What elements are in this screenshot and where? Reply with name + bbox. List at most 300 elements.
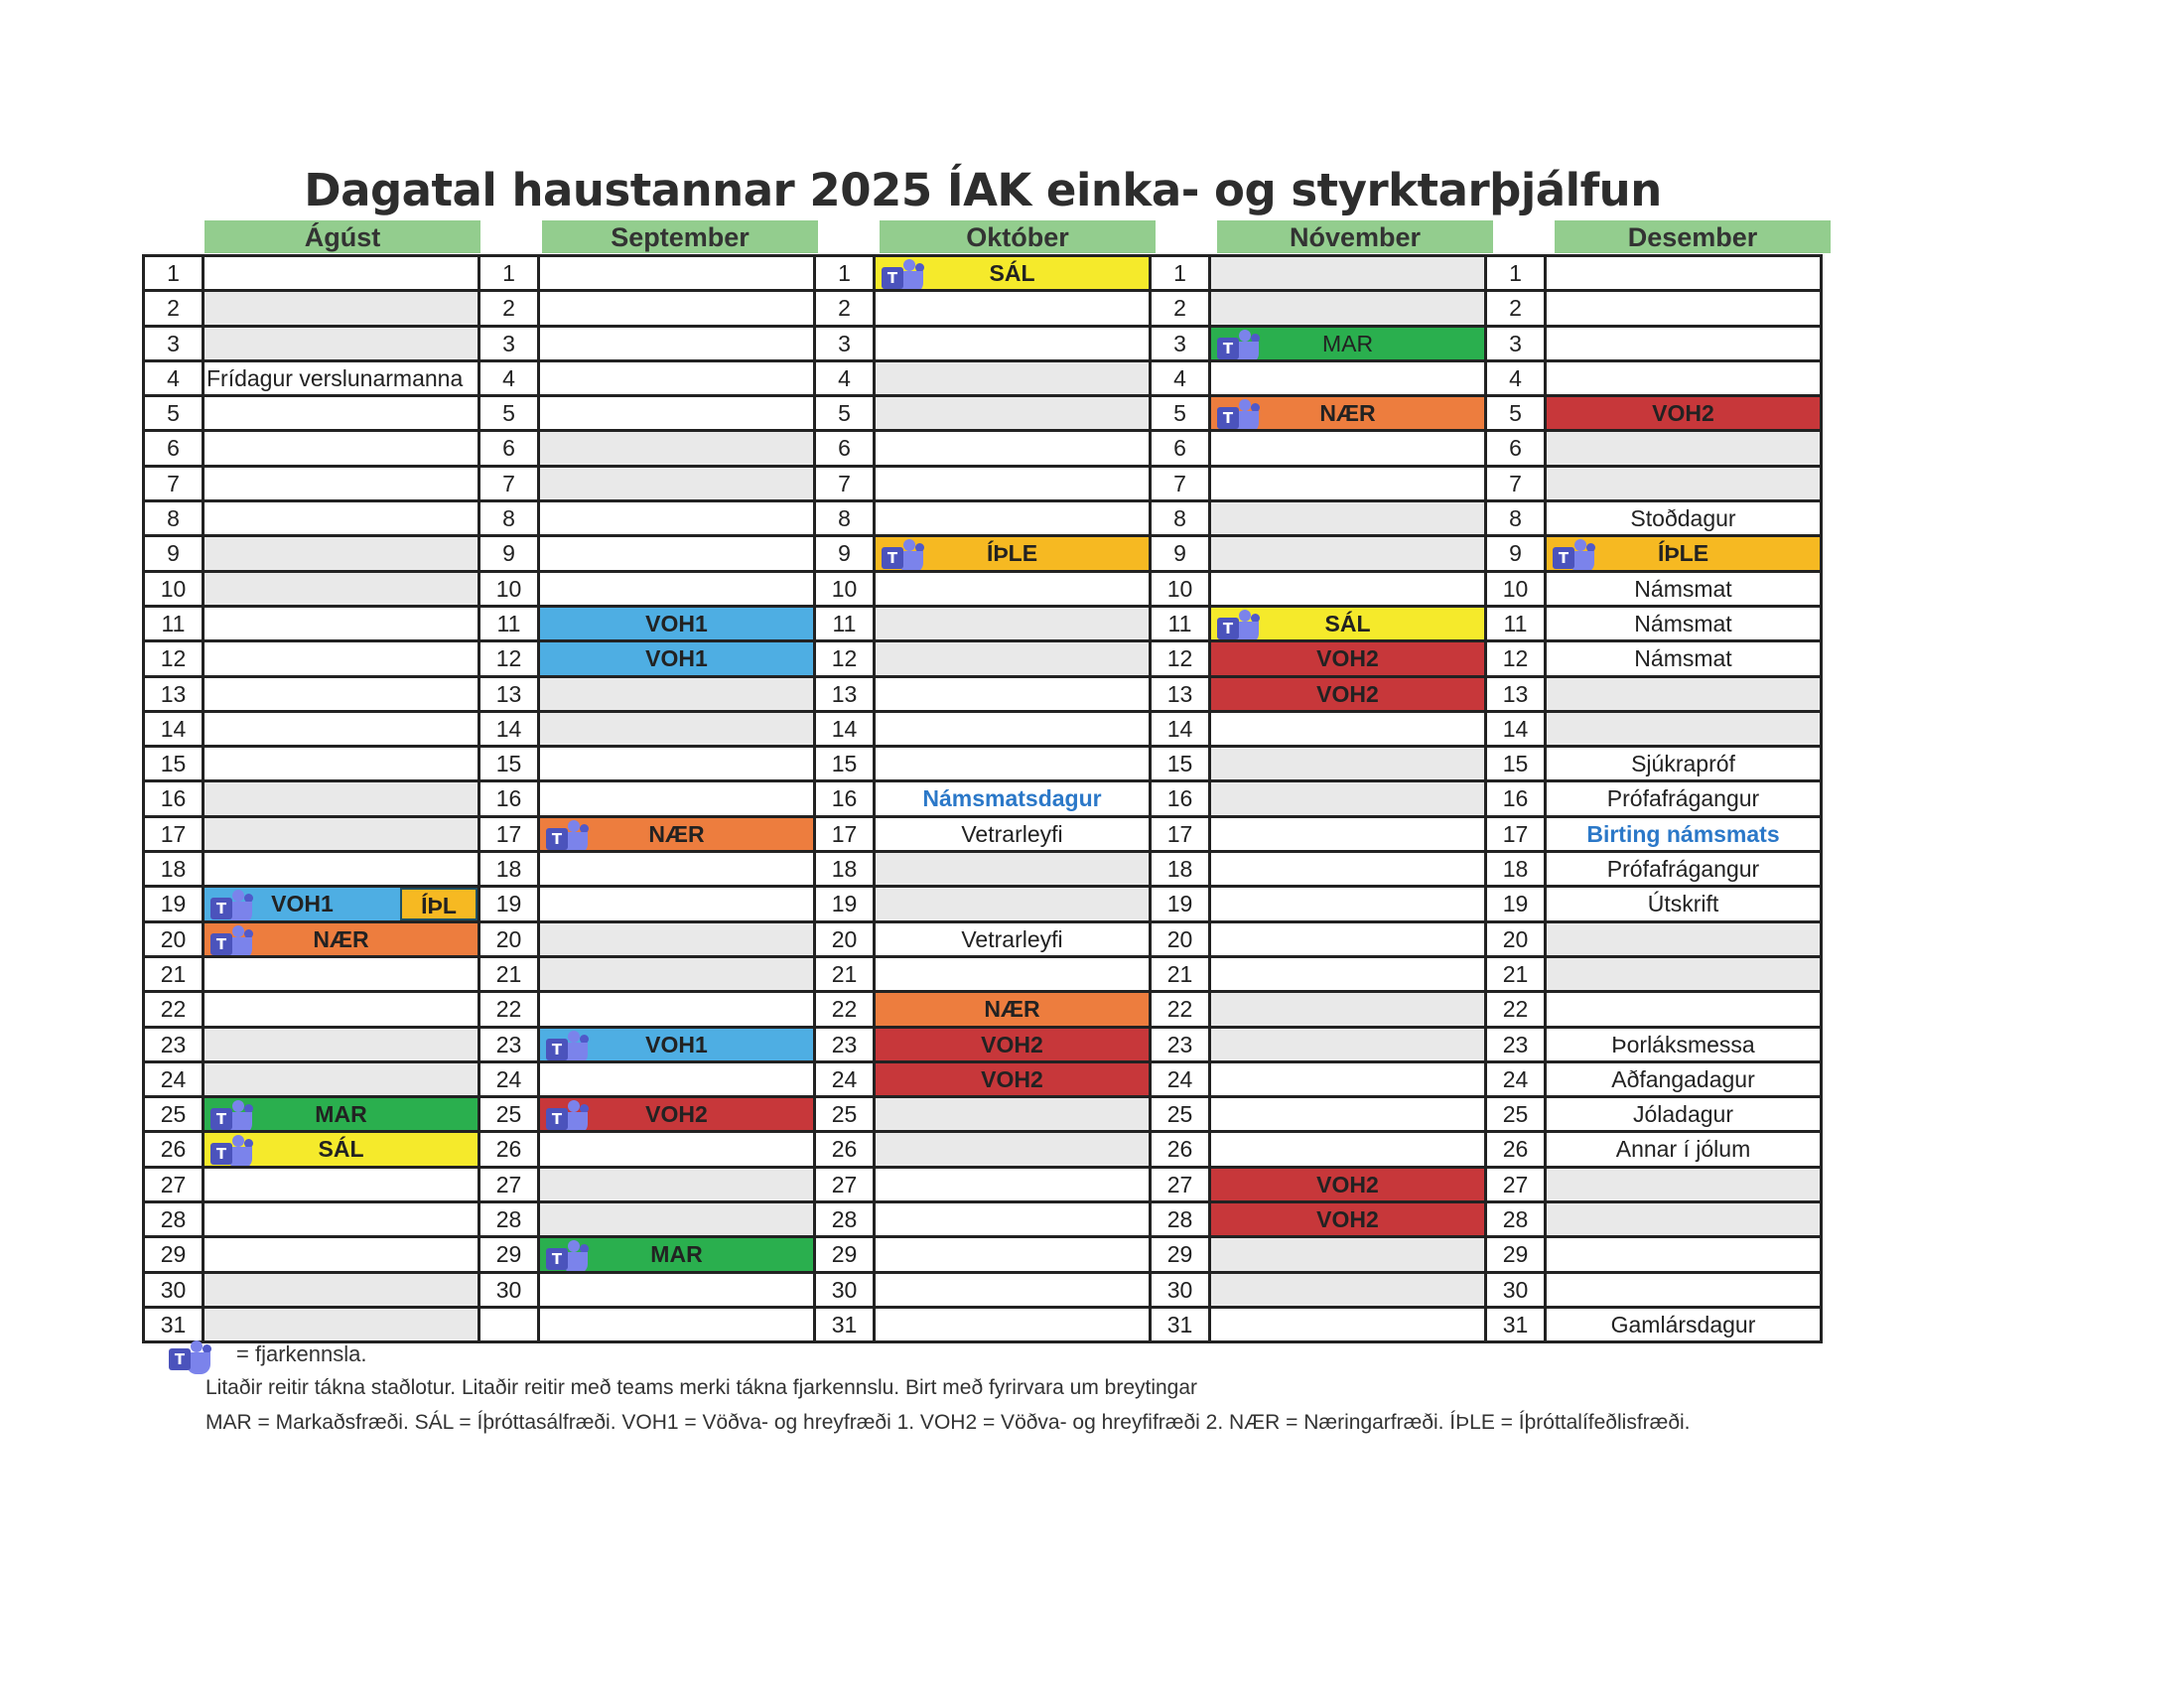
day-event <box>1211 713 1487 748</box>
day-event <box>1547 1309 1823 1343</box>
day-event <box>876 1309 1152 1343</box>
day-number: 28 <box>816 1203 876 1238</box>
teams-icon: T <box>1217 610 1261 642</box>
teams-icon: T <box>210 1135 254 1168</box>
calendar-grid <box>142 254 1823 1343</box>
day-number: 14 <box>1152 713 1211 748</box>
day-number: 11 <box>145 608 205 642</box>
day-event <box>540 573 816 608</box>
day-number: 4 <box>1487 362 1547 397</box>
day-event <box>1547 1029 1823 1063</box>
day-event <box>205 292 480 327</box>
day-event <box>876 432 1152 467</box>
day-event <box>1211 573 1487 608</box>
event-label-text: SÁL <box>1324 610 1371 636</box>
day-number: 15 <box>1487 748 1547 782</box>
day-event <box>540 1098 816 1133</box>
day-number: 23 <box>816 1029 876 1063</box>
day-event <box>540 1274 816 1309</box>
day-event <box>1211 1203 1487 1238</box>
day-event <box>205 678 480 713</box>
day-number: 30 <box>1487 1274 1547 1309</box>
day-number: 1 <box>145 257 205 292</box>
day-event <box>876 782 1152 817</box>
day-event <box>540 397 816 432</box>
event-label-text: Prófafrágangur <box>1606 856 1760 883</box>
day-event <box>876 1203 1152 1238</box>
day-number: 25 <box>1152 1098 1211 1133</box>
day-event <box>876 257 1152 292</box>
day-number: 9 <box>1152 537 1211 572</box>
day-number: 14 <box>1487 713 1547 748</box>
day-number: 29 <box>145 1238 205 1273</box>
day-number: 21 <box>816 958 876 993</box>
day-number: 11 <box>480 608 540 642</box>
day-number: 7 <box>1487 468 1547 502</box>
day-event <box>876 818 1152 853</box>
day-event <box>1211 397 1487 432</box>
day-event <box>876 537 1152 572</box>
day-number: 10 <box>145 573 205 608</box>
day-event <box>1547 468 1823 502</box>
day-event <box>205 432 480 467</box>
event-label-text: Þorláksmessa <box>1611 1031 1755 1057</box>
day-number: 29 <box>1152 1238 1211 1273</box>
day-event <box>205 468 480 502</box>
day-number: 20 <box>1152 923 1211 958</box>
day-number <box>480 1309 540 1343</box>
day-number: 13 <box>1152 678 1211 713</box>
day-number: 19 <box>816 888 876 922</box>
month-header: Ágúst <box>205 220 480 253</box>
day-event <box>1547 1238 1823 1273</box>
day-number: 2 <box>1152 292 1211 327</box>
day-event <box>1211 748 1487 782</box>
day-event <box>1211 257 1487 292</box>
day-number: 22 <box>480 993 540 1028</box>
day-event <box>205 1238 480 1273</box>
teams-icon: T <box>210 925 254 958</box>
day-event <box>1211 362 1487 397</box>
day-event <box>540 537 816 572</box>
event-label-text: VOH2 <box>1316 645 1379 672</box>
day-number: 31 <box>1487 1309 1547 1343</box>
day-number: 6 <box>480 432 540 467</box>
day-number: 20 <box>1487 923 1547 958</box>
day-number: 17 <box>480 818 540 853</box>
day-event <box>1547 713 1823 748</box>
day-number: 23 <box>145 1029 205 1063</box>
day-event <box>205 1029 480 1063</box>
day-event <box>1211 608 1487 642</box>
day-number: 28 <box>145 1203 205 1238</box>
day-event <box>205 782 480 817</box>
day-event <box>1211 468 1487 502</box>
day-number: 3 <box>145 328 205 362</box>
day-number: 22 <box>145 993 205 1028</box>
day-event <box>876 328 1152 362</box>
day-event <box>876 1274 1152 1309</box>
day-event <box>540 713 816 748</box>
day-event <box>205 853 480 888</box>
day-number: 24 <box>480 1063 540 1098</box>
day-event <box>876 502 1152 537</box>
day-event <box>1547 678 1823 713</box>
day-number: 12 <box>145 642 205 677</box>
event-label-text: VOH2 <box>981 1031 1043 1057</box>
day-event <box>205 502 480 537</box>
day-event <box>876 1238 1152 1273</box>
event-label-text: MAR <box>650 1241 703 1268</box>
day-event <box>1211 432 1487 467</box>
event-label-text: Aðfangadagur <box>1611 1065 1755 1092</box>
day-number: 11 <box>816 608 876 642</box>
day-number: 21 <box>145 958 205 993</box>
day-event <box>1547 818 1823 853</box>
day-number: 26 <box>816 1133 876 1168</box>
day-number: 5 <box>145 397 205 432</box>
event-label-text: NÆR <box>1319 400 1376 427</box>
day-event <box>205 1063 480 1098</box>
day-event <box>1211 642 1487 677</box>
day-number: 24 <box>1487 1063 1547 1098</box>
day-event <box>1547 642 1823 677</box>
day-event <box>1547 748 1823 782</box>
day-event <box>540 1309 816 1343</box>
day-number: 28 <box>1487 1203 1547 1238</box>
day-number: 21 <box>1487 958 1547 993</box>
day-event <box>1547 993 1823 1028</box>
day-number: 14 <box>145 713 205 748</box>
day-event <box>1547 958 1823 993</box>
event-label-text: Prófafrágangur <box>1606 785 1760 812</box>
day-number: 12 <box>816 642 876 677</box>
day-event <box>876 362 1152 397</box>
day-event <box>1211 1063 1487 1098</box>
event-label-text: VOH2 <box>981 1065 1043 1092</box>
month-header: Desember <box>1555 220 1831 253</box>
day-number: 21 <box>1152 958 1211 993</box>
day-number: 30 <box>145 1274 205 1309</box>
day-number: 11 <box>1152 608 1211 642</box>
day-event <box>540 1063 816 1098</box>
day-number: 1 <box>1152 257 1211 292</box>
event-label-text: VOH1 <box>645 645 708 672</box>
event-label-text: ÍÞLE <box>986 540 1038 567</box>
day-number: 12 <box>1487 642 1547 677</box>
day-event <box>205 362 480 397</box>
day-event <box>1547 608 1823 642</box>
day-number: 3 <box>1152 328 1211 362</box>
event-label-text: SÁL <box>989 260 1035 286</box>
day-event <box>1547 432 1823 467</box>
event-label-text: NÆR <box>313 925 369 952</box>
day-number: 25 <box>1487 1098 1547 1133</box>
note-abbreviations: MAR = Markaðsfræði. SÁL = Íþróttasálfræði. VOH1 = Vöðva- og hreyfræði 1. VOH2 = Vöðva- og hreyfifræði 2. NÆR = Næringarfræði. ÍÞLE = Íþróttalífeðlisfræði. <box>205 1411 1691 1434</box>
day-number: 9 <box>480 537 540 572</box>
day-number: 27 <box>480 1169 540 1203</box>
event-label-text: MAR <box>1321 330 1374 356</box>
day-event <box>540 328 816 362</box>
day-event <box>876 1098 1152 1133</box>
day-event <box>876 923 1152 958</box>
day-event <box>876 468 1152 502</box>
day-event <box>540 923 816 958</box>
day-number: 26 <box>145 1133 205 1168</box>
day-event <box>205 328 480 362</box>
day-number: 9 <box>145 537 205 572</box>
day-number: 8 <box>480 502 540 537</box>
day-number: 7 <box>145 468 205 502</box>
day-number: 24 <box>145 1063 205 1098</box>
day-event <box>540 993 816 1028</box>
event-label-text: Vetrarleyfi <box>961 820 1063 847</box>
day-number: 13 <box>816 678 876 713</box>
day-number: 22 <box>1487 993 1547 1028</box>
event-label-text: SÁL <box>318 1136 364 1163</box>
day-number: 5 <box>816 397 876 432</box>
day-number: 8 <box>145 502 205 537</box>
day-number: 13 <box>145 678 205 713</box>
event-label-text: VOH1 <box>645 610 708 636</box>
day-event <box>205 1309 480 1343</box>
day-number: 6 <box>816 432 876 467</box>
day-number: 1 <box>816 257 876 292</box>
event-label-text: VOH1 <box>271 891 334 917</box>
event-label-text: MAR <box>315 1101 367 1128</box>
day-number: 16 <box>1152 782 1211 817</box>
day-number: 11 <box>1487 608 1547 642</box>
event-label-text: VOH2 <box>1316 1171 1379 1197</box>
day-number: 23 <box>480 1029 540 1063</box>
day-event <box>1547 923 1823 958</box>
day-number: 17 <box>816 818 876 853</box>
day-event <box>540 958 816 993</box>
event-label-text: Birting námsmats <box>1586 820 1780 847</box>
day-number: 16 <box>1487 782 1547 817</box>
event-label-secondary: ÍÞL <box>400 888 478 919</box>
event-label-text: NÆR <box>984 996 1040 1023</box>
day-event <box>540 748 816 782</box>
day-number: 16 <box>816 782 876 817</box>
day-number: 30 <box>480 1274 540 1309</box>
day-number: 19 <box>480 888 540 922</box>
day-number: 17 <box>1487 818 1547 853</box>
event-label-text: VOH2 <box>645 1101 708 1128</box>
event-label-text: VOH2 <box>1652 400 1714 427</box>
day-event <box>540 818 816 853</box>
day-event <box>876 1063 1152 1098</box>
day-event <box>1547 537 1823 572</box>
event-label-text: Námsmat <box>1634 575 1732 602</box>
day-event <box>205 1203 480 1238</box>
day-number: 29 <box>480 1238 540 1273</box>
day-event <box>1211 1238 1487 1273</box>
day-number: 30 <box>1152 1274 1211 1309</box>
day-event <box>205 1274 480 1309</box>
day-event <box>1211 537 1487 572</box>
event-label-text: Sjúkrapróf <box>1631 751 1735 777</box>
note-staðlotur: Litaðir reitir tákna staðlotur. Litaðir reitir með teams merki tákna fjarkennslu. Birt með fyrirvara um breytingar <box>205 1376 1198 1399</box>
day-number: 19 <box>145 888 205 922</box>
day-number: 19 <box>1152 888 1211 922</box>
event-label-text: VOH2 <box>1316 1206 1379 1233</box>
teams-icon: T <box>546 1031 590 1063</box>
day-event <box>1211 1133 1487 1168</box>
day-event <box>876 713 1152 748</box>
day-number: 15 <box>480 748 540 782</box>
day-number: 1 <box>1487 257 1547 292</box>
legend-text: = fjarkennsla. <box>236 1341 367 1366</box>
day-event <box>1547 257 1823 292</box>
day-event <box>1547 292 1823 327</box>
day-number: 18 <box>480 853 540 888</box>
day-event <box>876 888 1152 922</box>
day-event <box>876 573 1152 608</box>
month-header: Október <box>880 220 1156 253</box>
day-event <box>540 432 816 467</box>
page-title: Dagatal haustannar 2025 ÍAK einka- og styrktarþjálfun <box>304 164 1662 216</box>
day-event <box>876 853 1152 888</box>
day-event <box>205 993 480 1028</box>
day-event <box>540 888 816 922</box>
teams-icon: T <box>546 1100 590 1133</box>
day-event <box>540 1238 816 1273</box>
day-event <box>205 397 480 432</box>
event-label-text: Námsmat <box>1634 610 1732 636</box>
teams-icon: T <box>1217 330 1261 362</box>
event-label-text: Annar í jólum <box>1615 1136 1751 1163</box>
event-label <box>205 888 400 919</box>
day-event <box>1547 782 1823 817</box>
day-event <box>1547 1203 1823 1238</box>
day-event <box>540 1203 816 1238</box>
event-label-text: Vetrarleyfi <box>961 925 1063 952</box>
day-event <box>1547 1169 1823 1203</box>
day-number: 17 <box>145 818 205 853</box>
teams-icon: T <box>210 1100 254 1133</box>
day-event <box>205 1098 480 1133</box>
day-number: 3 <box>480 328 540 362</box>
day-number: 31 <box>1152 1309 1211 1343</box>
day-event <box>540 468 816 502</box>
day-event <box>1547 888 1823 922</box>
day-event <box>540 1133 816 1168</box>
day-number: 10 <box>1152 573 1211 608</box>
day-event <box>1211 782 1487 817</box>
day-number: 4 <box>145 362 205 397</box>
day-event <box>540 853 816 888</box>
day-event <box>876 748 1152 782</box>
day-number: 5 <box>480 397 540 432</box>
day-number: 25 <box>480 1098 540 1133</box>
day-number: 7 <box>816 468 876 502</box>
day-number: 3 <box>816 328 876 362</box>
day-number: 2 <box>816 292 876 327</box>
day-event <box>205 608 480 642</box>
day-event <box>876 1133 1152 1168</box>
day-number: 4 <box>816 362 876 397</box>
day-event <box>540 502 816 537</box>
day-event <box>1547 328 1823 362</box>
day-number: 27 <box>1152 1169 1211 1203</box>
day-event <box>540 292 816 327</box>
day-number: 16 <box>480 782 540 817</box>
month-header: Nóvember <box>1217 220 1493 253</box>
day-event <box>205 573 480 608</box>
day-number: 20 <box>480 923 540 958</box>
day-number: 3 <box>1487 328 1547 362</box>
day-event <box>1547 1063 1823 1098</box>
day-event <box>1547 502 1823 537</box>
day-number: 20 <box>816 923 876 958</box>
day-number: 18 <box>1152 853 1211 888</box>
day-number: 6 <box>1487 432 1547 467</box>
day-event <box>540 678 816 713</box>
event-label-text: Námsmat <box>1634 645 1732 672</box>
day-event <box>1211 502 1487 537</box>
day-event <box>1547 1133 1823 1168</box>
day-event <box>205 818 480 853</box>
day-number: 15 <box>1152 748 1211 782</box>
day-number: 21 <box>480 958 540 993</box>
day-event <box>1211 328 1487 362</box>
day-number: 7 <box>480 468 540 502</box>
day-event <box>1547 1098 1823 1133</box>
teams-icon: T <box>546 1240 590 1273</box>
event-label-text: NÆR <box>648 820 705 847</box>
day-number: 18 <box>1487 853 1547 888</box>
day-event <box>540 257 816 292</box>
day-number: 12 <box>480 642 540 677</box>
day-event <box>1547 573 1823 608</box>
day-number: 8 <box>1152 502 1211 537</box>
day-number: 29 <box>816 1238 876 1273</box>
teams-icon: T <box>1553 539 1596 572</box>
day-number: 9 <box>816 537 876 572</box>
day-event <box>876 993 1152 1028</box>
day-event <box>205 748 480 782</box>
day-event <box>876 1029 1152 1063</box>
day-event <box>1211 958 1487 993</box>
day-event <box>1211 818 1487 853</box>
day-event <box>1211 1029 1487 1063</box>
day-event <box>1211 888 1487 922</box>
event-label-text: Jóladagur <box>1632 1101 1734 1128</box>
day-number: 2 <box>145 292 205 327</box>
day-event <box>540 362 816 397</box>
day-event <box>876 397 1152 432</box>
day-number: 28 <box>480 1203 540 1238</box>
day-event <box>1211 1274 1487 1309</box>
day-event <box>205 1133 480 1168</box>
day-event <box>876 292 1152 327</box>
day-number: 8 <box>1487 502 1547 537</box>
day-number: 7 <box>1152 468 1211 502</box>
day-event <box>1211 1098 1487 1133</box>
day-event <box>1211 678 1487 713</box>
teams-icon: T <box>210 890 254 922</box>
day-event <box>876 958 1152 993</box>
day-number: 5 <box>1152 397 1211 432</box>
day-number: 22 <box>1152 993 1211 1028</box>
day-event <box>205 713 480 748</box>
day-event <box>1547 397 1823 432</box>
teams-icon: T <box>169 1340 212 1376</box>
day-number: 9 <box>1487 537 1547 572</box>
day-event <box>1211 292 1487 327</box>
day-number: 14 <box>480 713 540 748</box>
